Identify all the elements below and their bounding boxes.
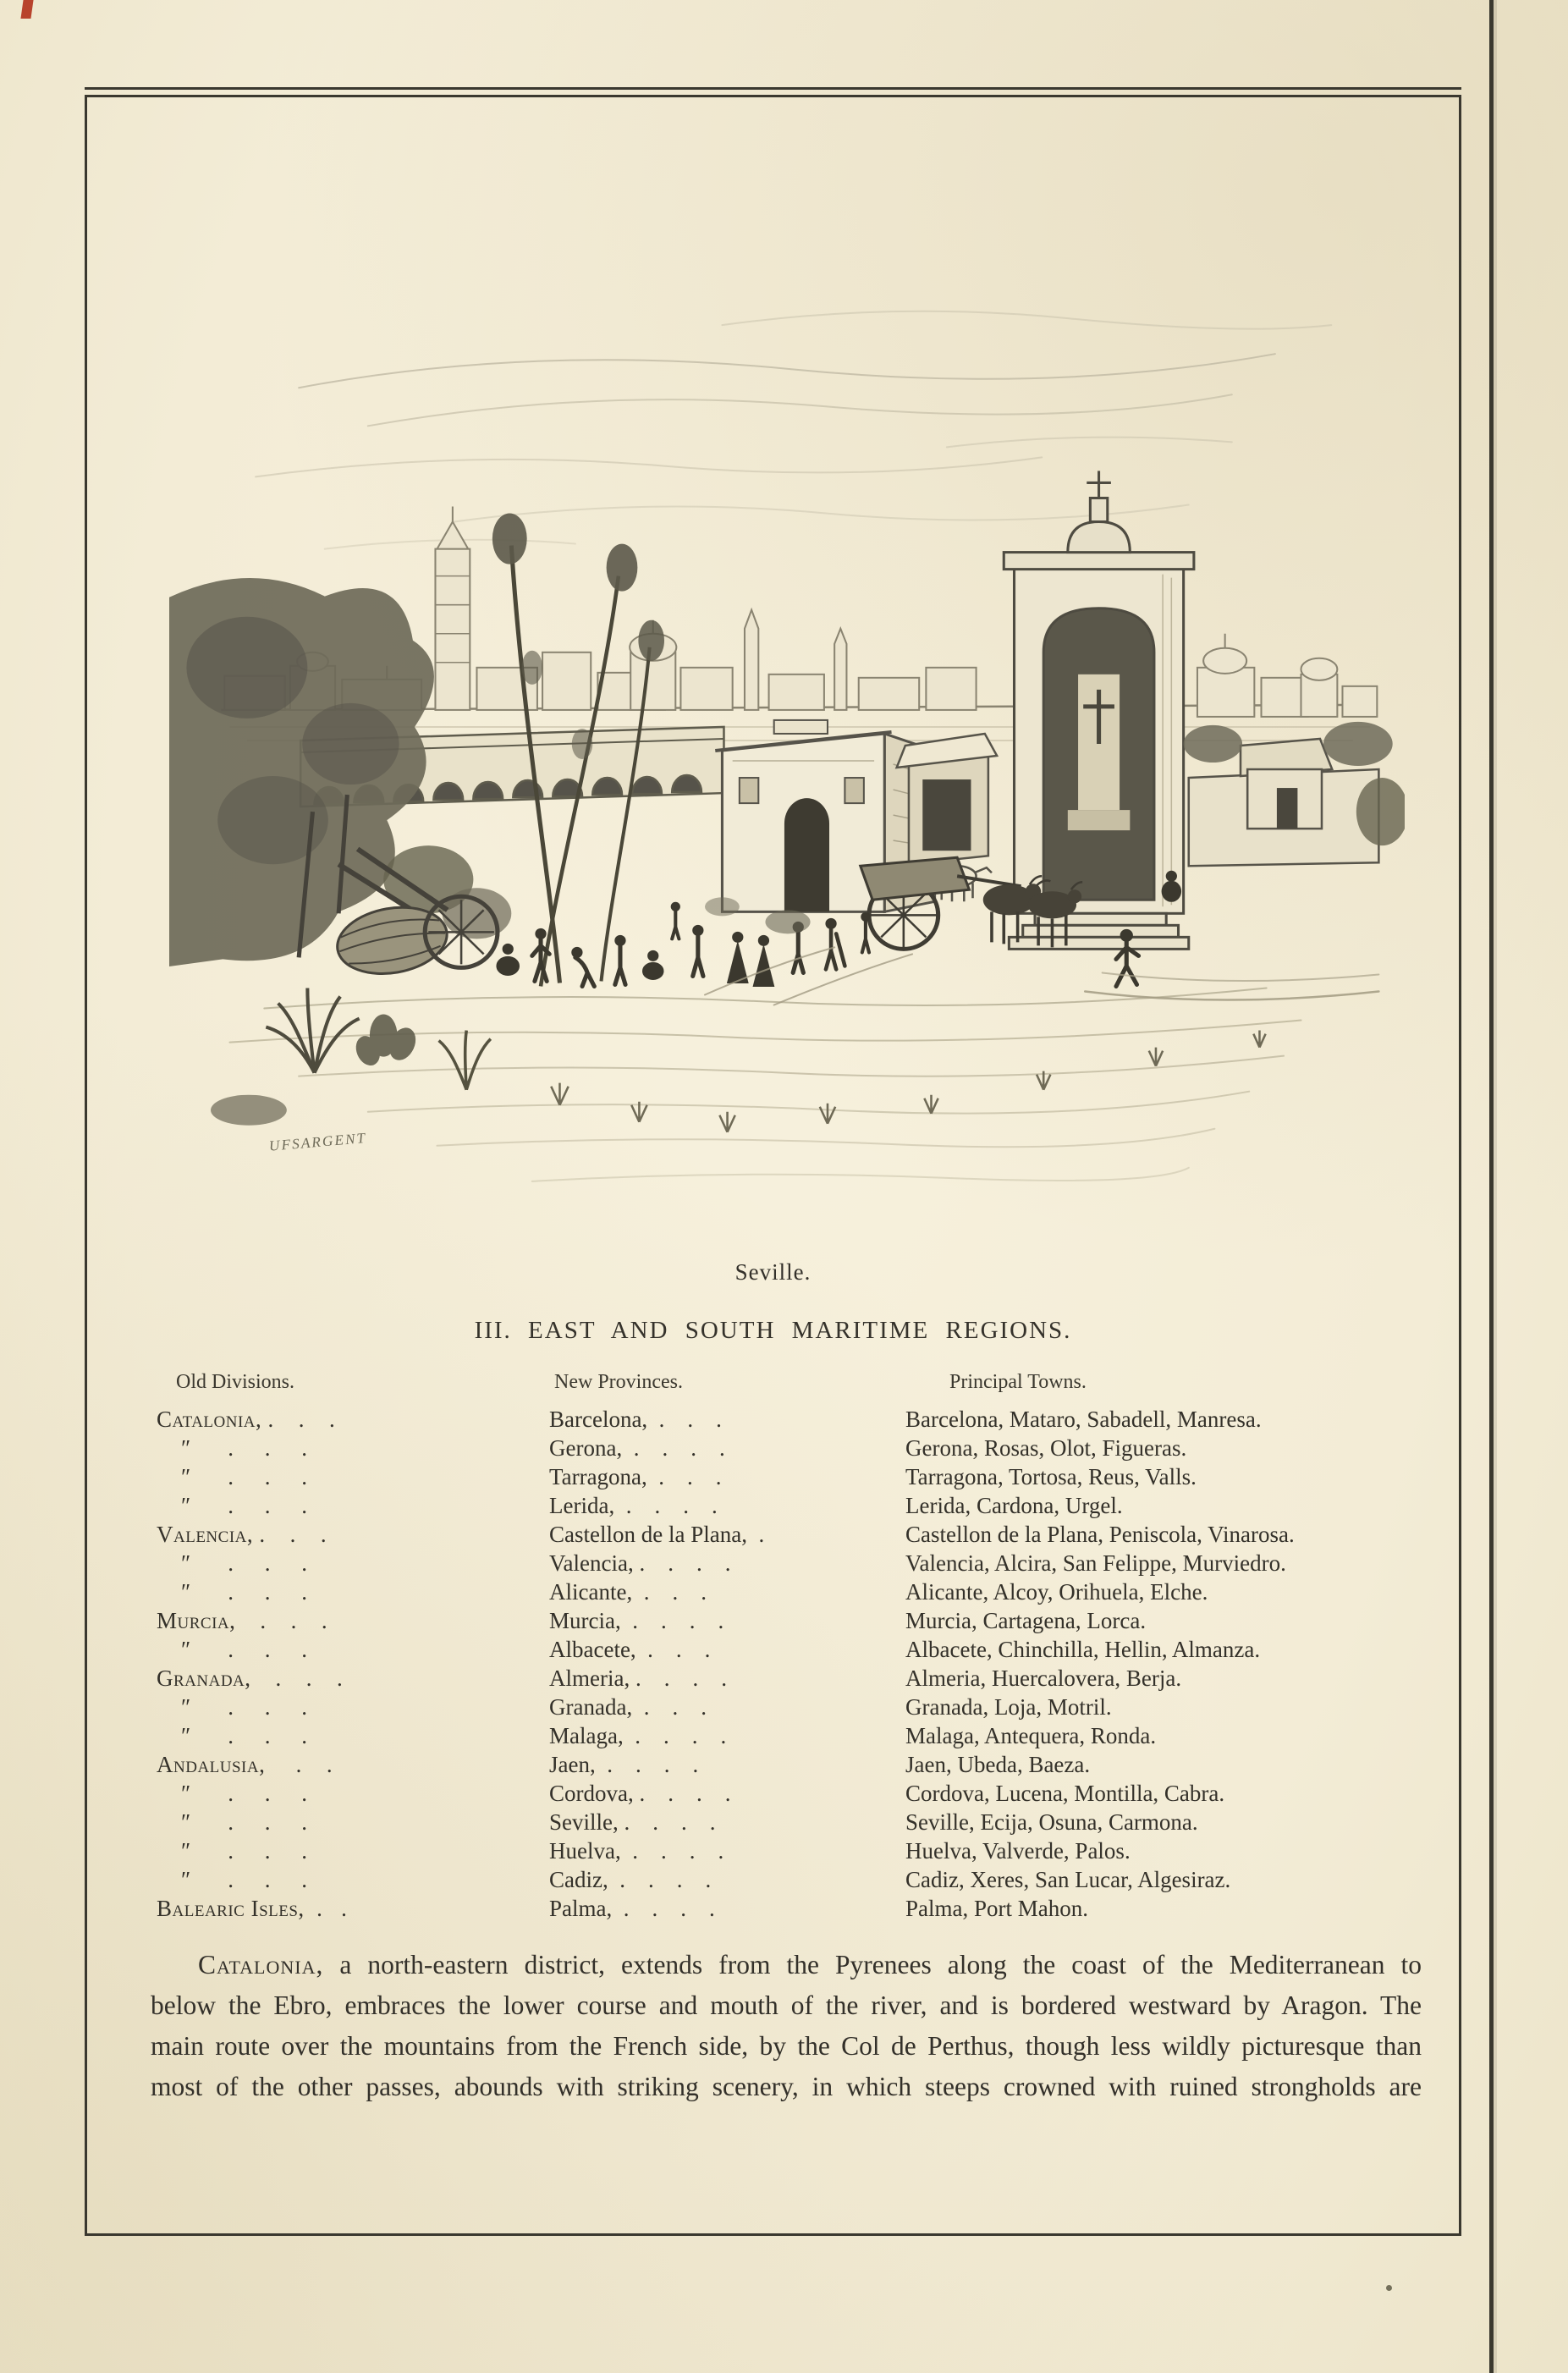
table-row	[157, 1405, 1422, 1434]
table-cell-towns: Gerona, Rosas, Olot, Figueras.	[905, 1435, 1187, 1461]
table-cell-province: Seville, . . . .	[549, 1809, 716, 1835]
table-cell-province: Cordova, . . . .	[549, 1781, 731, 1806]
table-row	[157, 1664, 1422, 1693]
column-header-old-divisions: Old Divisions.	[176, 1371, 295, 1393]
table-cell-division: ″ . . .	[157, 1838, 308, 1864]
table-cell-province: Malaga, . . . .	[549, 1723, 727, 1748]
engraver-signature: UFSARGENT	[268, 1130, 368, 1154]
table-cell-province: Cadiz, . . . .	[549, 1867, 712, 1892]
table-cell-towns: Murcia, Cartagena, Lorca.	[905, 1608, 1147, 1633]
table-cell-division: ″ . . .	[157, 1435, 308, 1461]
table-cell-province: Valencia, . . . .	[549, 1550, 731, 1576]
table-row	[157, 1462, 1422, 1491]
table-row	[157, 1434, 1422, 1462]
table-cell-division: ″ . . .	[157, 1493, 308, 1518]
table-cell-province: Alicante, . . .	[549, 1579, 707, 1605]
column-header-principal-towns: Principal Towns.	[949, 1371, 1087, 1393]
right-buildings	[1184, 722, 1405, 866]
sky	[256, 311, 1331, 549]
table-cell-division: Murcia, . . .	[157, 1608, 328, 1633]
table-cell-towns: Alicante, Alcoy, Orihuela, Elche.	[905, 1579, 1208, 1605]
table-cell-towns: Huelva, Valverde, Palos.	[905, 1838, 1131, 1864]
table-cell-division: ″ . . .	[157, 1809, 308, 1835]
table-cell-towns: Granada, Loja, Motril.	[905, 1694, 1112, 1720]
table-row	[157, 1836, 1422, 1865]
regions-table	[157, 1405, 1422, 1923]
table-cell-towns: Almeria, Huercalovera, Berja.	[905, 1666, 1182, 1691]
table-cell-division: Valencia, . . .	[157, 1522, 327, 1547]
section-heading: III. EAST AND SOUTH MARITIME REGIONS.	[474, 1317, 1072, 1344]
table-column-headers	[0, 1371, 1568, 1398]
table-cell-province: Jaen, . . . .	[549, 1752, 699, 1777]
red-edge-mark	[20, 0, 33, 19]
paragraph-text: a north-eastern district, extends from the Pyrenees along the coast of the Mediterranean to below the Ebro, embraces the lower course and mouth of the river, and is bordered westward by Aragon. The main route over the mountains from the French side, by the Col de Perthus, though less wildly picturesque than most of the other passes, abounds with striking scenery, in which steeps crowned with ruined strongholds are	[151, 1950, 1422, 2101]
table-cell-province: Murcia, . . . .	[549, 1608, 724, 1633]
table-row	[157, 1549, 1422, 1577]
table-cell-division: ″ . . .	[157, 1464, 308, 1489]
table-row	[157, 1491, 1422, 1520]
table-cell-division: ″ . . .	[157, 1723, 308, 1748]
table-cell-province: Albacete, . . .	[549, 1637, 711, 1662]
table-cell-province: Huelva, . . . .	[549, 1838, 724, 1864]
table-cell-towns: Valencia, Alcira, San Felippe, Murviedro.	[905, 1550, 1286, 1576]
table-row	[157, 1520, 1422, 1549]
table-cell-division: ″ . . .	[157, 1867, 308, 1892]
page-gutter-line	[1489, 0, 1494, 2373]
table-cell-towns: Albacete, Chinchilla, Hellin, Almanza.	[905, 1637, 1261, 1662]
ground	[229, 947, 1378, 1181]
table-cell-division: Catalonia, . . .	[157, 1407, 336, 1432]
engraving-caption: Seville.	[734, 1259, 812, 1285]
shrine	[1004, 471, 1194, 949]
table-row	[157, 1779, 1422, 1808]
table-cell-towns: Palma, Port Mahon.	[905, 1896, 1088, 1921]
table-cell-province: Barcelona, . . .	[549, 1407, 722, 1432]
table-row	[157, 1635, 1422, 1664]
table-row	[157, 1721, 1422, 1750]
seville-engraving-svg	[169, 269, 1405, 1244]
paragraph-lead-word: Catalonia,	[198, 1950, 324, 1979]
table-row	[157, 1750, 1422, 1779]
table-row	[157, 1865, 1422, 1894]
table-cell-towns: Jaen, Ubeda, Baeza.	[905, 1752, 1091, 1777]
table-cell-towns: Lerida, Cardona, Urgel.	[905, 1493, 1123, 1518]
table-row	[157, 1693, 1422, 1721]
ink-spot	[1386, 2285, 1392, 2291]
table-cell-province: Castellon de la Plana, .	[549, 1522, 765, 1547]
seville-engraving	[169, 269, 1405, 1244]
table-cell-division: ″ . . .	[157, 1579, 308, 1605]
body-paragraph	[151, 1945, 1422, 2107]
table-cell-division: Andalusia, . .	[157, 1752, 333, 1777]
table-row	[157, 1606, 1422, 1635]
table-cell-division: ″ . . .	[157, 1637, 308, 1662]
table-cell-towns: Barcelona, Mataro, Sabadell, Manresa.	[905, 1407, 1262, 1432]
table-cell-towns: Cordova, Lucena, Montilla, Cabra.	[905, 1781, 1225, 1806]
table-row	[157, 1577, 1422, 1606]
table-cell-towns: Malaga, Antequera, Ronda.	[905, 1723, 1157, 1748]
table-row	[157, 1894, 1422, 1923]
table-cell-division: ″ . . .	[157, 1694, 308, 1720]
table-cell-province: Palma, . . . .	[549, 1896, 715, 1921]
table-cell-province: Lerida, . . . .	[549, 1493, 718, 1518]
table-cell-division: ″ . . .	[157, 1550, 308, 1576]
table-cell-province: Almeria, . . . .	[549, 1666, 727, 1691]
column-header-new-provinces: New Provinces.	[554, 1371, 683, 1393]
table-cell-division: Granada, . . .	[157, 1666, 344, 1691]
table-cell-towns: Tarragona, Tortosa, Reus, Valls.	[905, 1464, 1197, 1489]
table-cell-division: Balearic Isles, . .	[157, 1896, 348, 1921]
table-cell-towns: Seville, Ecija, Osuna, Carmona.	[905, 1809, 1198, 1835]
table-cell-towns: Cadiz, Xeres, San Lucar, Algesiraz.	[905, 1867, 1231, 1892]
table-cell-province: Granada, . . .	[549, 1694, 707, 1720]
table-cell-province: Gerona, . . . .	[549, 1435, 725, 1461]
table-row	[157, 1808, 1422, 1836]
table-cell-towns: Castellon de la Plana, Peniscola, Vinarosa.	[905, 1522, 1295, 1547]
table-cell-province: Tarragona, . . .	[549, 1464, 722, 1489]
table-cell-division: ″ . . .	[157, 1781, 308, 1806]
